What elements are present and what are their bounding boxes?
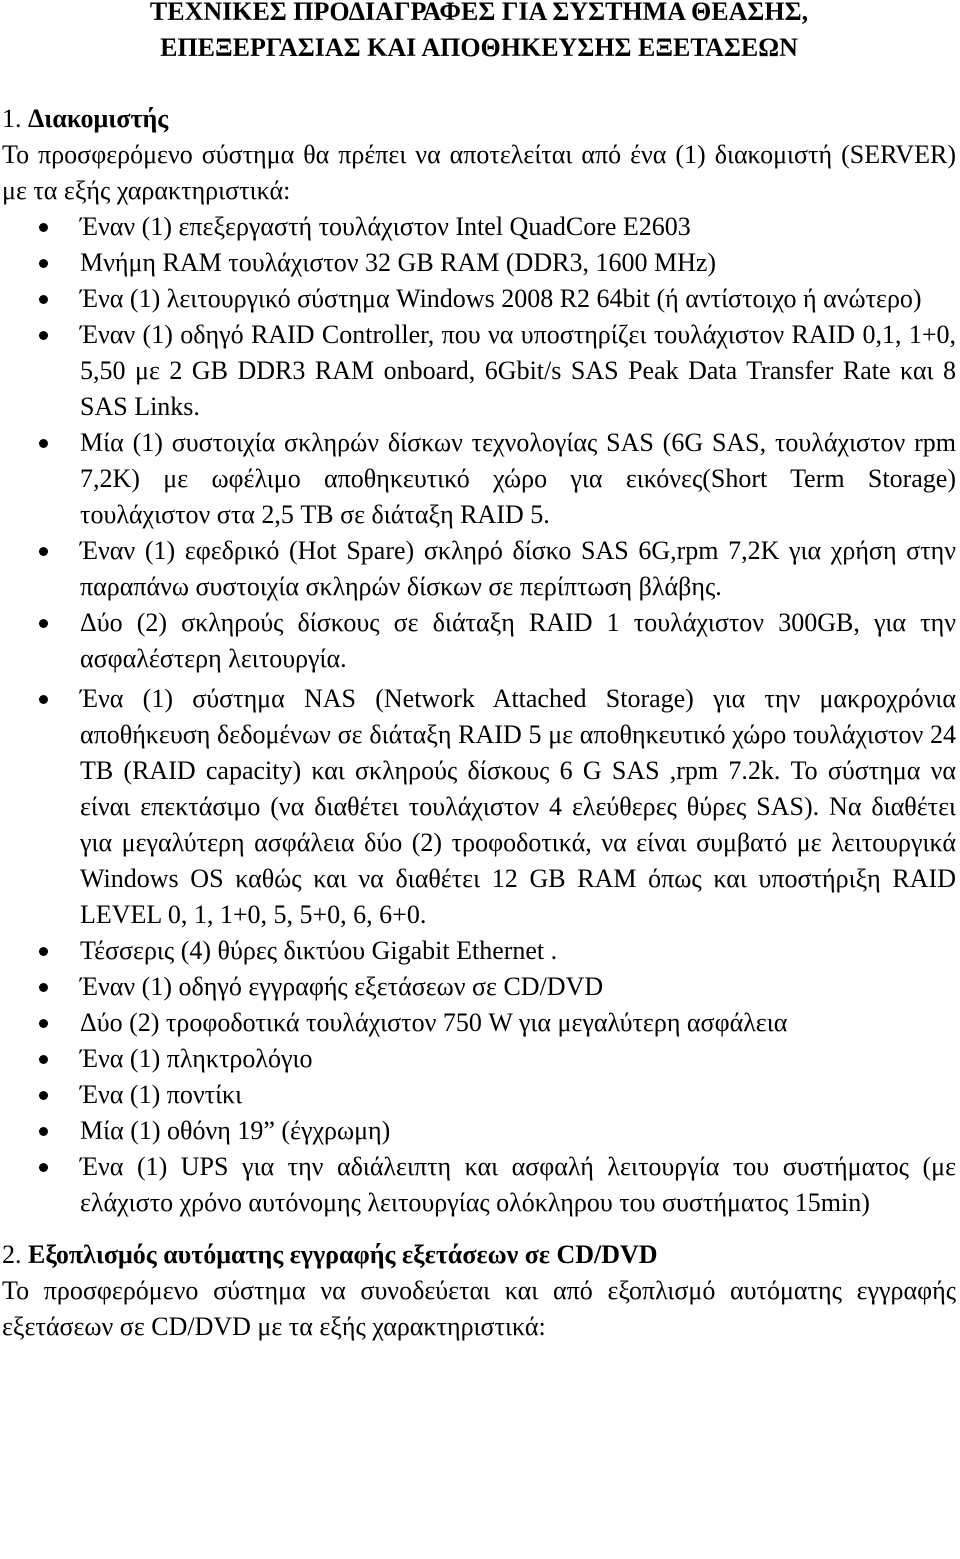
bullet-icon <box>39 1163 48 1172</box>
bullet-icon <box>39 439 48 448</box>
list-item <box>2 533 956 605</box>
list-item-text: Δύο (2) τροφοδοτικά τουλάχιστον 750 W για μεγαλύτερη ασφάλεια <box>80 1008 788 1037</box>
list-item-text: Έναν (1) επεξεργαστή τουλάχιστον Intel QuadCore E2603 <box>80 212 691 241</box>
section-1-title: Διακομιστής <box>28 104 169 133</box>
list-item <box>2 317 956 425</box>
list-item-text: Ένα (1) λειτουργικό σύστημα Windows 2008 R2 64bit (ή αντίστοιχο ή ανώτερο) <box>80 284 922 313</box>
list-item-text: Έναν (1) εφεδρικό (Hot Spare) σκληρό δίσκο SAS 6G,rpm 7,2K για χρήση στην παραπάνω συστοιχία σκληρών δίσκων σε περίπτωση βλάβης. <box>80 536 956 601</box>
bullet-icon <box>39 1019 48 1028</box>
section-1-number: 1. <box>2 104 22 133</box>
list-item <box>2 1041 956 1077</box>
bullet-icon <box>39 547 48 556</box>
bullet-icon <box>39 1127 48 1136</box>
title-line-2: ΕΠΕΞΕΡΓΑΣΙΑΣ ΚΑΙ ΑΠΟΘΗΚΕΥΣΗΣ ΕΞΕΤΑΣΕΩΝ <box>160 33 798 62</box>
list-item <box>2 1113 956 1149</box>
bullet-icon <box>39 295 48 304</box>
server-spec-list <box>2 209 956 1221</box>
list-item-text: Έναν (1) οδηγό RAID Controller, που να υποστηρίζει τουλάχιστον RAID 0,1, 1+0, 5,50 με 2 GB DDR3 RAM onboard, 6Gbit/s SAS Peak Data Transfer Rate και 8 SAS Links. <box>80 320 956 421</box>
list-item <box>2 425 956 533</box>
list-item <box>2 245 956 281</box>
bullet-icon <box>39 983 48 992</box>
section-2-heading <box>2 1237 956 1273</box>
list-item-text: Δύο (2) σκληρούς δίσκους σε διάταξη RAID 1 τουλάχιστον 300GB, για την ασφαλέστερη λειτουργία. <box>80 608 956 673</box>
bullet-icon <box>39 331 48 340</box>
list-item <box>2 1149 956 1221</box>
bullet-icon <box>39 619 48 628</box>
list-item-text: Ένα (1) ποντίκι <box>80 1080 243 1109</box>
list-item-text: Μία (1) συστοιχία σκληρών δίσκων τεχνολογίας SAS (6G SAS, τουλάχιστον rpm 7,2K) με ωφέλιμο αποθηκευτικό χώρο για εικόνες(Short Term Storage) τουλάχιστον στα 2,5 TB σε διάταξη RAID 5. <box>80 428 956 529</box>
list-item-text: Ένα (1) πληκτρολόγιο <box>80 1044 313 1073</box>
list-item <box>2 933 956 969</box>
list-item <box>2 209 956 245</box>
list-item <box>2 1077 956 1113</box>
section-1-intro: Το προσφερόμενο σύστημα θα πρέπει να αποτελείται από ένα (1) διακομιστή (SERVER) με τα εξής χαρακτηριστικά: <box>2 140 956 205</box>
list-item <box>2 969 956 1005</box>
bullet-icon <box>39 1091 48 1100</box>
document-title <box>2 0 956 66</box>
section-2-intro: Το προσφερόμενο σύστημα να συνοδεύεται και από εξοπλισμό αυτόματης εγγραφής εξετάσεων σε CD/DVD με τα εξής χαρακτηριστικά: <box>2 1276 956 1341</box>
list-item-text: Μνήμη RAM τουλάχιστον 32 GB RAM (DDR3, 1600 MHz) <box>80 248 717 277</box>
section-1-heading <box>2 101 956 137</box>
list-item-text: Ένα (1) UPS για την αδιάλειπτη και ασφαλή λειτουργία του συστήματος (με ελάχιστο χρόνο αυτόνομης λειτουργίας ολόκληρου του συστήματος 15min) <box>80 1152 956 1217</box>
list-item <box>2 605 956 677</box>
list-item-text: Έναν (1) οδηγό εγγραφής εξετάσεων σε CD/DVD <box>80 972 604 1001</box>
bullet-icon <box>39 1055 48 1064</box>
title-line-1: ΤΕΧΝΙΚΕΣ ΠΡΟΔΙΑΓΡΑΦΕΣ ΓΙΑ ΣΥΣΤΗΜΑ ΘΕΑΣΗΣ, <box>149 0 809 26</box>
list-item-text: Μία (1) οθόνη 19” (έγχρωμη) <box>80 1116 391 1145</box>
document-page <box>2 0 956 1345</box>
list-item <box>2 1005 956 1041</box>
section-2-title: Εξοπλισμός αυτόματης εγγραφής εξετάσεων σε CD/DVD <box>28 1240 658 1269</box>
bullet-icon <box>39 695 48 704</box>
list-item <box>2 681 956 933</box>
bullet-icon <box>39 223 48 232</box>
section-2-number: 2. <box>2 1240 22 1269</box>
bullet-icon <box>39 259 48 268</box>
list-item-text: Τέσσερις (4) θύρες δικτύου Gigabit Ethernet . <box>80 936 558 965</box>
list-item-text: Ένα (1) σύστημα NAS (Network Attached Storage) για την μακροχρόνια αποθήκευση δεδομένων σε διάταξη RAID 5 με αποθηκευτικό χώρο τουλάχιστον 24 TB (RAID capacity) και σκληρούς δίσκους 6 G SAS ,rpm 7.2k. Το σύστημα να είναι επεκτάσιμο (να διαθέτει τουλάχιστον 4 ελεύθερες θύρες SAS). Να διαθέτει για μεγαλύτερη ασφάλεια δύο (2) τροφοδοτικά, να είναι συμβατό με λειτουργικά Windows OS καθώς και να διαθέτει 12 GB RAM όπως και υποστήριξη RAID LEVEL 0, 1, 1+0, 5, 5+0, 6, 6+0. <box>80 684 956 929</box>
bullet-icon <box>39 947 48 956</box>
list-item <box>2 281 956 317</box>
